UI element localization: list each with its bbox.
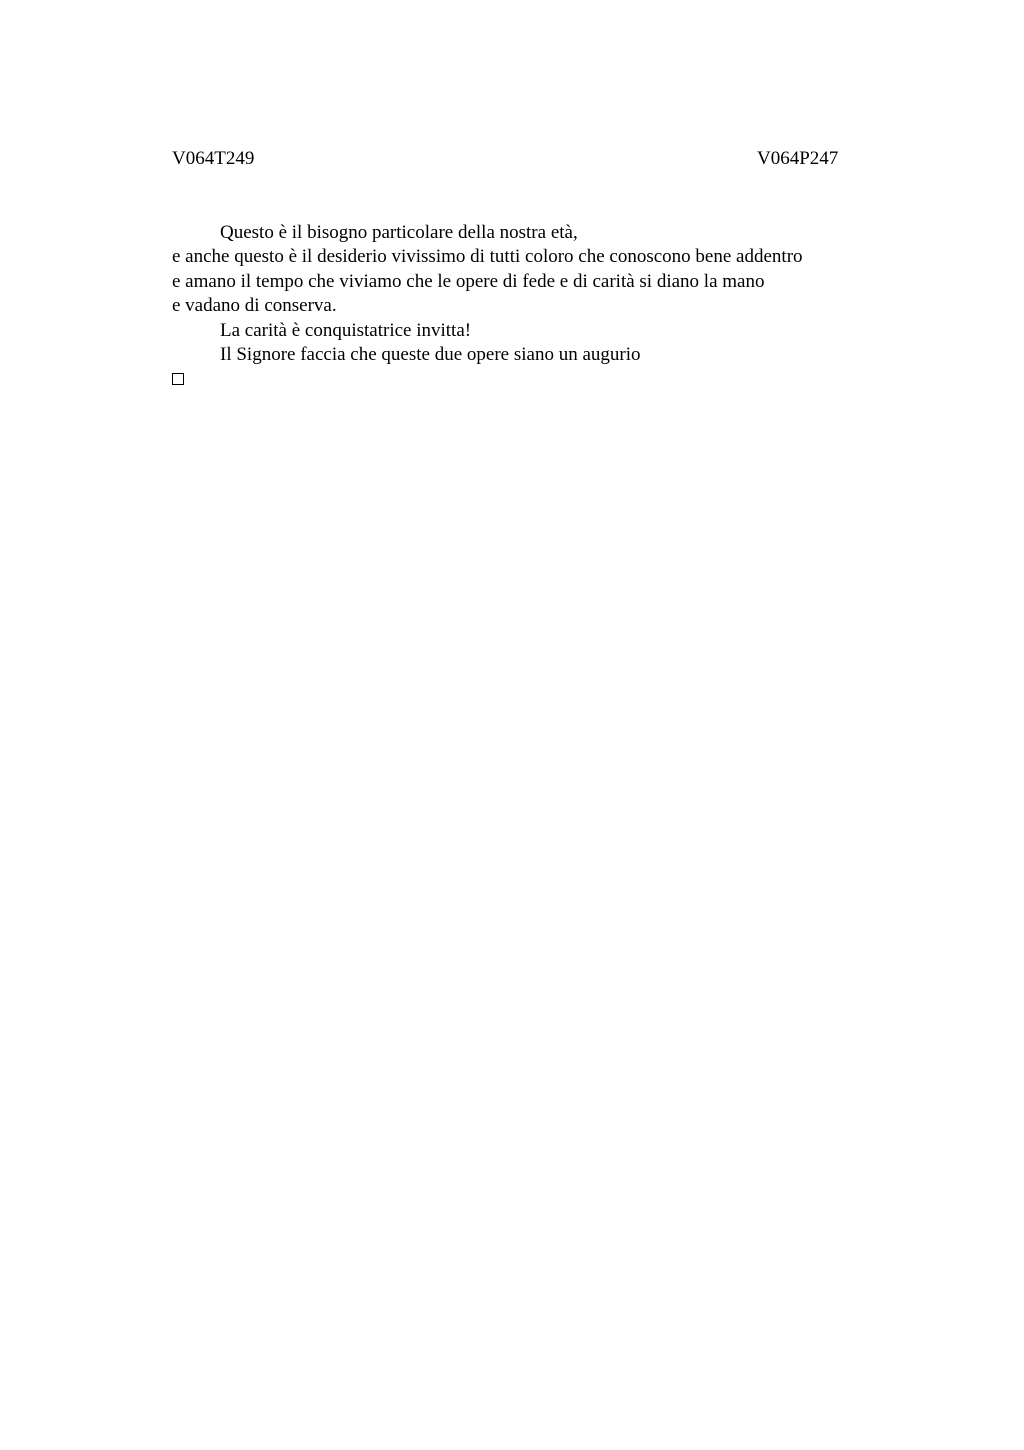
text-line-4: e vadano di conserva. <box>172 295 337 317</box>
text-line-5: La carità è conquistatrice invitta! <box>220 319 472 341</box>
text-line-1: Questo è il bisogno particolare della nostra età, <box>220 222 578 243</box>
text-line-3: e amano il tempo che viviamo che le opere di fede e di carità si diano la mano <box>172 270 765 292</box>
body-text <box>172 221 892 385</box>
text-line-6: Il Signore faccia che queste due opere siano un augurio <box>220 344 641 366</box>
header-left-code: V064T249 <box>172 148 255 169</box>
header-right-code: V064P247 <box>757 148 839 169</box>
text-line-2: e anche questo è il desiderio vivissimo di tutti coloro che conoscono bene addentro <box>172 246 803 268</box>
empty-square-icon <box>172 373 184 385</box>
